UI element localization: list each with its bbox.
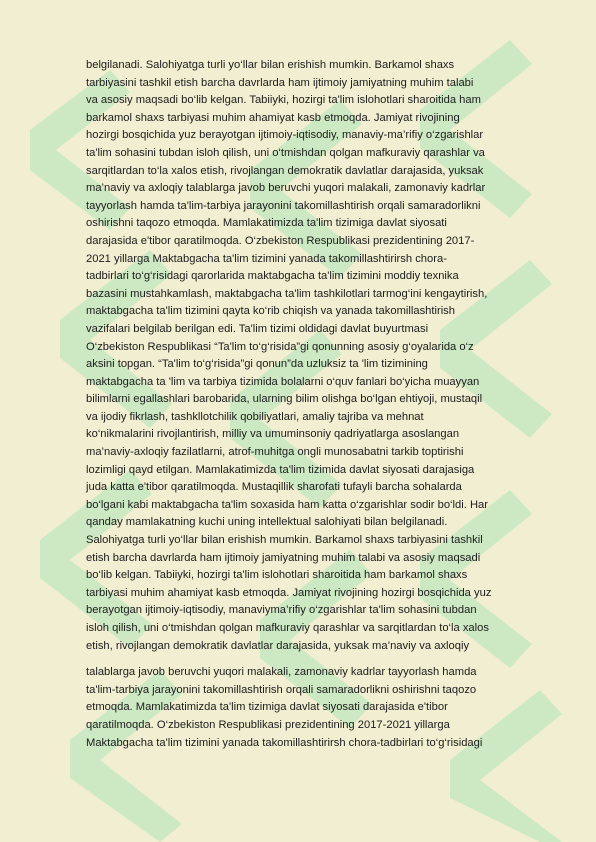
text-line: etish barcha davrlarda ham ijtimoiy jamiyatning muhim talabi va asosiy maqsadi — [86, 551, 481, 564]
text-line: tadbirlari to‘g‘risidagi qarorlarida maktabgacha ta'lim tizimini moddiy texnika — [86, 270, 459, 283]
text-line: Salohiyatga turli yo‘llar bilan erishish mumkin. Barkamol shaxs tarbiyasini tashkil — [86, 534, 483, 547]
text-line: isloh qilish, uni o‘tmishdan qolgan mafkuraviy qarashlar va sarqitlardan to‘la xalos — [86, 622, 489, 634]
text-line: tarbiyasi muhim ahamiyat kasb etmoqda. Jamiyat rivojining hozirgi bosqichida yuz — [86, 586, 492, 599]
text-line: maktabgacha ta'lim tizimini qayta ko‘rib chiqish va yanada takomillashtirish — [86, 305, 456, 318]
document-body — [86, 57, 552, 752]
paragraph-gap — [86, 655, 552, 664]
text-line: ta'lim-tarbiya jarayonini takomillashtirish orqali samaradorlikni oshirishni taqozo — [86, 683, 477, 696]
text-line: oshirishni taqozo etmoqda. Mamlakatimizda ta'lim tizimiga davlat siyosati — [86, 217, 447, 230]
text-line: ko‘nikmalarini rivojlantirish, milliy va umuminsoniy qadriyatlarga asoslangan — [86, 428, 460, 441]
text-line: 2021 yillarga Maktabgacha ta'lim tizimini yanada takomillashtirirsh chora- — [86, 252, 447, 265]
text-line: ta'lim sohasini tubdan isloh qilish, uni o‘tmishdan qolgan mafkuraviy qarashlar va — [86, 146, 485, 159]
text-line: belgilanadi. Salohiyatga turli yo‘llar bilan erishish mumkin. Barkamol shaxs — [86, 59, 455, 71]
text-line: qanday mamlakatning kuchi uning intellektual salohiyati bilan belgilanadi. — [86, 516, 448, 529]
text-line: darajasida e'tibor qaratilmoqda. O‘zbekiston Respublikasi prezidentining 2017- — [86, 234, 475, 247]
text-line: bo‘lgani kabi maktabgacha ta'lim soxasida ham katta o‘zgarishlar sodir bo‘ldi. Har — [86, 498, 488, 511]
text-line: maktabgacha ta 'lim va tarbiya tizimida bolalarni o‘quv fanlari bo‘yicha muayyan — [86, 375, 480, 388]
text-line: aksini topgan. “Ta'lim to‘g‘risida”gi qonun”da uzluksiz ta 'lim tizimining — [86, 358, 428, 371]
text-line: etmoqda. Mamlakatimizda ta'lim tizimiga davlat siyosati darajasida e'tibor — [86, 701, 448, 714]
text-line: bazasini mustahkamlash, maktabgacha ta'lim tashkilotlari tarmog‘ini kengaytirish, — [86, 287, 488, 300]
text-line: tayyorlash hamda ta'lim-tarbiya jarayonini takomillashtirish orqali samaradorlikni — [86, 199, 481, 212]
text-line: ma’naviy va axloqiy talablarga javob beruvchi yuqori malakali, zamonaviy kadrlar — [86, 182, 486, 195]
text-line: O‘zbekiston Respublikasi “Ta'lim to‘g‘risida”gi qonunning asosiy g‘oyalarida o‘z — [86, 340, 474, 353]
text-line: barkamol shaxs tarbiyasi muhim ahamiyat kasb etmoqda. Jamiyat rivojining — [86, 111, 460, 124]
text-line: ma’naviy-axloqiy fazilatlarni, atrof-muhitga ongli munosabatni tarkib toptirishi — [86, 446, 464, 459]
paragraph-2 — [86, 664, 552, 752]
paragraph-1 — [86, 57, 552, 655]
text-line: sarqitlardan to‘la xalos etish, rivojlangan demokratik davlatlar darajasida, yuksak — [86, 164, 484, 177]
text-line: va asosiy maqsadi bo‘lib kelgan. Tabiiyki, hozirgi ta'lim islohotlari sharoitida ham — [86, 94, 481, 107]
text-line: juda katta e'tibor qaratilmoqda. Mustaqillik sharofati tufayli barcha sohalarda — [86, 481, 462, 494]
text-line: bilimlarni egallashlari barobarida, ularning bilim olishga bo‘lgan ehtiyoji, mustaqil — [86, 393, 483, 406]
text-line: talablarga javob beruvchi yuqori malakali, zamonaviy kadrlar tayyorlash hamda — [86, 666, 477, 679]
text-line: Maktabgacha ta'lim tizimini yanada takomillashtirirsh chora-tadbirlari to‘g‘risidagi — [86, 736, 483, 749]
text-line: qaratilmoqda. O‘zbekiston Respublikasi prezidentining 2017-2021 yillarga — [86, 718, 450, 731]
text-line: bo‘lib kelgan. Tabiiyki, hozirgi ta'lim islohotlari sharoitida ham barkamol shaxs — [86, 569, 468, 582]
text-line: berayotgan ijtimoiy-iqtisodiy, manaviyma’rifiy o‘zgarishlar ta'lim sohasini tubdan — [86, 604, 477, 617]
text-line: lozimligi qayd etilgan. Mamlakatimizda ta'lim tizimida davlat siyosati darajasiga — [86, 463, 475, 476]
text-line: tarbiyasini tashkil etish barcha davrlarda ham ijtimoiy jamiyatning muhim talabi — [86, 76, 474, 89]
text-line: va ijodiy fikrlash, tashkllotchilik qobiliyatlari, amaliy tajriba va mehnat — [86, 410, 424, 423]
text-line: etish, rivojlangan demokratik davlatlar darajasida, yuksak ma’naviy va axloqiy — [86, 639, 470, 652]
text-line: hozirgi bosqichida yuz berayotgan ijtimoiy-iqtisodiy, manaviy-ma’rifiy o‘zgarishlar — [86, 129, 484, 142]
text-line: vazifalari belgilab berilgan edi. Ta'lim tizimi oldidagi davlat buyurtmasi — [86, 322, 429, 335]
